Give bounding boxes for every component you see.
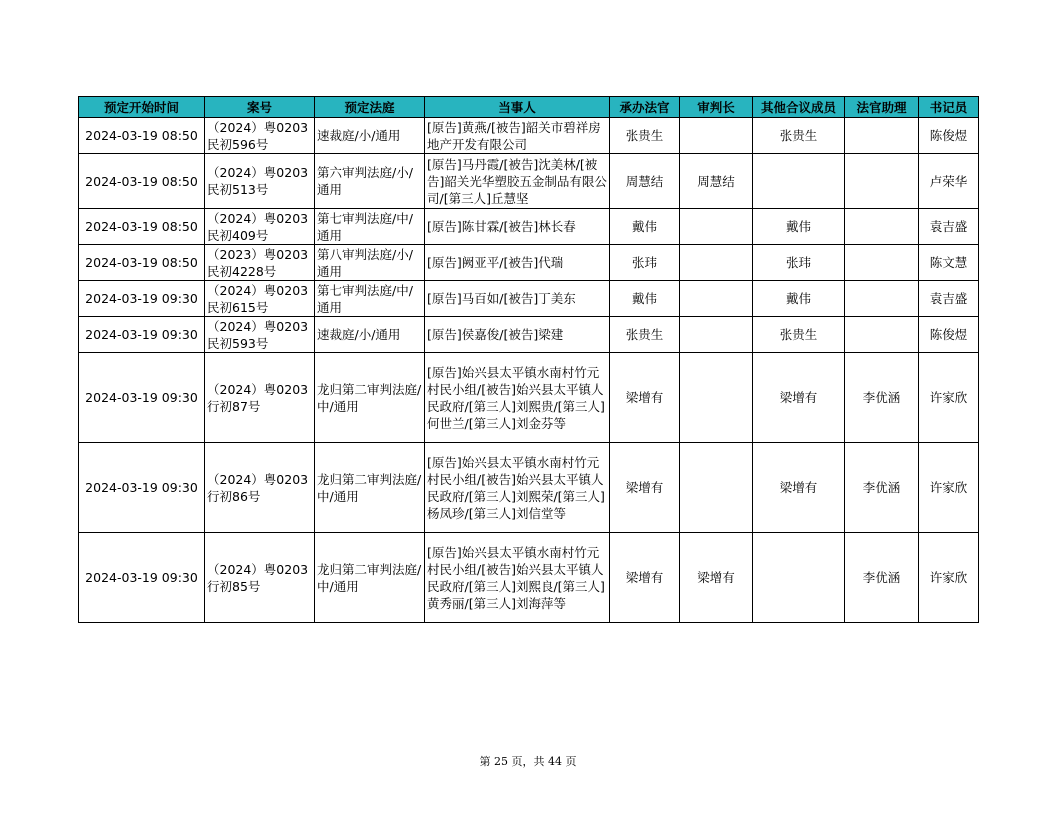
cell-start-time: 2024-03-19 09:30 <box>79 317 205 353</box>
col-header-parties: 当事人 <box>425 97 610 118</box>
cell-presiding-judge: 周慧结 <box>610 154 680 209</box>
cell-other-members: 戴伟 <box>753 209 845 245</box>
table-row <box>79 118 979 154</box>
cell-parties: [原告]侯嘉俊/[被告]梁建 <box>425 317 610 353</box>
cell-clerk: 陈文慧 <box>919 245 979 281</box>
cell-parties: [原告]始兴县太平镇水南村竹元村民小组/[被告]始兴县太平镇人民政府/[第三人]刘熙良/[第三人]黄秀丽/[第三人]刘海萍等 <box>425 533 610 623</box>
cell-judge-assistant: 李优涵 <box>845 353 919 443</box>
table-row <box>79 245 979 281</box>
cell-parties: [原告]马丹霞/[被告]沈美林/[被告]韶关光华塑胶五金制品有限公司/[第三人]丘慧坚 <box>425 154 610 209</box>
col-header-courtroom: 预定法庭 <box>315 97 425 118</box>
cell-courtroom: 第六审判法庭/小/通用 <box>315 154 425 209</box>
page-number: 第 25 页，共 44 页 <box>479 755 577 768</box>
cell-other-members: 梁增有 <box>753 353 845 443</box>
cell-courtroom: 第七审判法庭/中/通用 <box>315 281 425 317</box>
cell-case-number: （2024）粤0203行初86号 <box>205 443 315 533</box>
cell-judge-assistant <box>845 118 919 154</box>
table-row <box>79 533 979 623</box>
cell-clerk: 袁吉盛 <box>919 281 979 317</box>
table-row <box>79 209 979 245</box>
col-header-presiding-judge: 承办法官 <box>610 97 680 118</box>
schedule-table <box>78 96 979 623</box>
table-row <box>79 281 979 317</box>
cell-other-members: 梁增有 <box>753 443 845 533</box>
cell-case-number: （2024）粤0203民初615号 <box>205 281 315 317</box>
cell-presiding-judge: 戴伟 <box>610 281 680 317</box>
cell-parties: [原告]始兴县太平镇水南村竹元村民小组/[被告]始兴县太平镇人民政府/[第三人]刘熙贵/[第三人]何世兰/[第三人]刘金芬等 <box>425 353 610 443</box>
cell-judge-assistant <box>845 154 919 209</box>
cell-other-members <box>753 533 845 623</box>
cell-presiding-judge: 张玮 <box>610 245 680 281</box>
cell-other-members <box>753 154 845 209</box>
cell-case-number: （2024）粤0203民初513号 <box>205 154 315 209</box>
cell-other-members: 张贵生 <box>753 317 845 353</box>
cell-chief-judge <box>680 118 753 154</box>
cell-chief-judge <box>680 443 753 533</box>
table-row <box>79 353 979 443</box>
col-header-clerk: 书记员 <box>919 97 979 118</box>
cell-clerk: 陈俊煜 <box>919 317 979 353</box>
table-row <box>79 317 979 353</box>
cell-clerk: 许家欣 <box>919 353 979 443</box>
cell-judge-assistant <box>845 317 919 353</box>
cell-presiding-judge: 梁增有 <box>610 533 680 623</box>
cell-clerk: 卢荣华 <box>919 154 979 209</box>
cell-start-time: 2024-03-19 08:50 <box>79 118 205 154</box>
cell-courtroom: 龙归第二审判法庭/中/通用 <box>315 353 425 443</box>
cell-chief-judge <box>680 245 753 281</box>
cell-case-number: （2023）粤0203民初4228号 <box>205 245 315 281</box>
cell-chief-judge <box>680 209 753 245</box>
table-row <box>79 154 979 209</box>
cell-other-members: 戴伟 <box>753 281 845 317</box>
header-row <box>79 97 979 118</box>
cell-chief-judge <box>680 281 753 317</box>
cell-start-time: 2024-03-19 09:30 <box>79 443 205 533</box>
col-header-case-number: 案号 <box>205 97 315 118</box>
cell-start-time: 2024-03-19 09:30 <box>79 353 205 443</box>
cell-parties: [原告]始兴县太平镇水南村竹元村民小组/[被告]始兴县太平镇人民政府/[第三人]刘熙荣/[第三人]杨凤珍/[第三人]刘信堂等 <box>425 443 610 533</box>
cell-courtroom: 龙归第二审判法庭/中/通用 <box>315 443 425 533</box>
cell-judge-assistant: 李优涵 <box>845 533 919 623</box>
cell-chief-judge: 周慧结 <box>680 154 753 209</box>
cell-parties: [原告]黄燕/[被告]韶关市碧祥房地产开发有限公司 <box>425 118 610 154</box>
cell-presiding-judge: 张贵生 <box>610 118 680 154</box>
col-header-other-members: 其他合议成员 <box>753 97 845 118</box>
cell-chief-judge: 梁增有 <box>680 533 753 623</box>
cell-start-time: 2024-03-19 08:50 <box>79 154 205 209</box>
cell-presiding-judge: 张贵生 <box>610 317 680 353</box>
cell-start-time: 2024-03-19 09:30 <box>79 281 205 317</box>
cell-clerk: 陈俊煜 <box>919 118 979 154</box>
cell-clerk: 许家欣 <box>919 443 979 533</box>
cell-courtroom: 速裁庭/小/通用 <box>315 317 425 353</box>
cell-courtroom: 第八审判法庭/小/通用 <box>315 245 425 281</box>
table-row <box>79 443 979 533</box>
cell-courtroom: 速裁庭/小/通用 <box>315 118 425 154</box>
col-header-start-time: 预定开始时间 <box>79 97 205 118</box>
cell-judge-assistant: 李优涵 <box>845 443 919 533</box>
cell-clerk: 袁吉盛 <box>919 209 979 245</box>
cell-courtroom: 第七审判法庭/中/通用 <box>315 209 425 245</box>
cell-case-number: （2024）粤0203民初596号 <box>205 118 315 154</box>
cell-other-members: 张贵生 <box>753 118 845 154</box>
cell-case-number: （2024）粤0203民初593号 <box>205 317 315 353</box>
col-header-judge-assistant: 法官助理 <box>845 97 919 118</box>
col-header-chief-judge: 审判长 <box>680 97 753 118</box>
cell-other-members: 张玮 <box>753 245 845 281</box>
cell-start-time: 2024-03-19 08:50 <box>79 245 205 281</box>
cell-judge-assistant <box>845 281 919 317</box>
cell-start-time: 2024-03-19 09:30 <box>79 533 205 623</box>
cell-start-time: 2024-03-19 08:50 <box>79 209 205 245</box>
cell-case-number: （2024）粤0203行初85号 <box>205 533 315 623</box>
cell-presiding-judge: 梁增有 <box>610 443 680 533</box>
cell-chief-judge <box>680 317 753 353</box>
cell-parties: [原告]阙亚平/[被告]代瑞 <box>425 245 610 281</box>
cell-parties: [原告]马百如/[被告]丁美东 <box>425 281 610 317</box>
cell-courtroom: 龙归第二审判法庭/中/通用 <box>315 533 425 623</box>
cell-presiding-judge: 梁增有 <box>610 353 680 443</box>
cell-chief-judge <box>680 353 753 443</box>
cell-presiding-judge: 戴伟 <box>610 209 680 245</box>
cell-judge-assistant <box>845 209 919 245</box>
cell-judge-assistant <box>845 245 919 281</box>
cell-parties: [原告]陈甘霖/[被告]林长春 <box>425 209 610 245</box>
cell-clerk: 许家欣 <box>919 533 979 623</box>
cell-case-number: （2024）粤0203民初409号 <box>205 209 315 245</box>
cell-case-number: （2024）粤0203行初87号 <box>205 353 315 443</box>
